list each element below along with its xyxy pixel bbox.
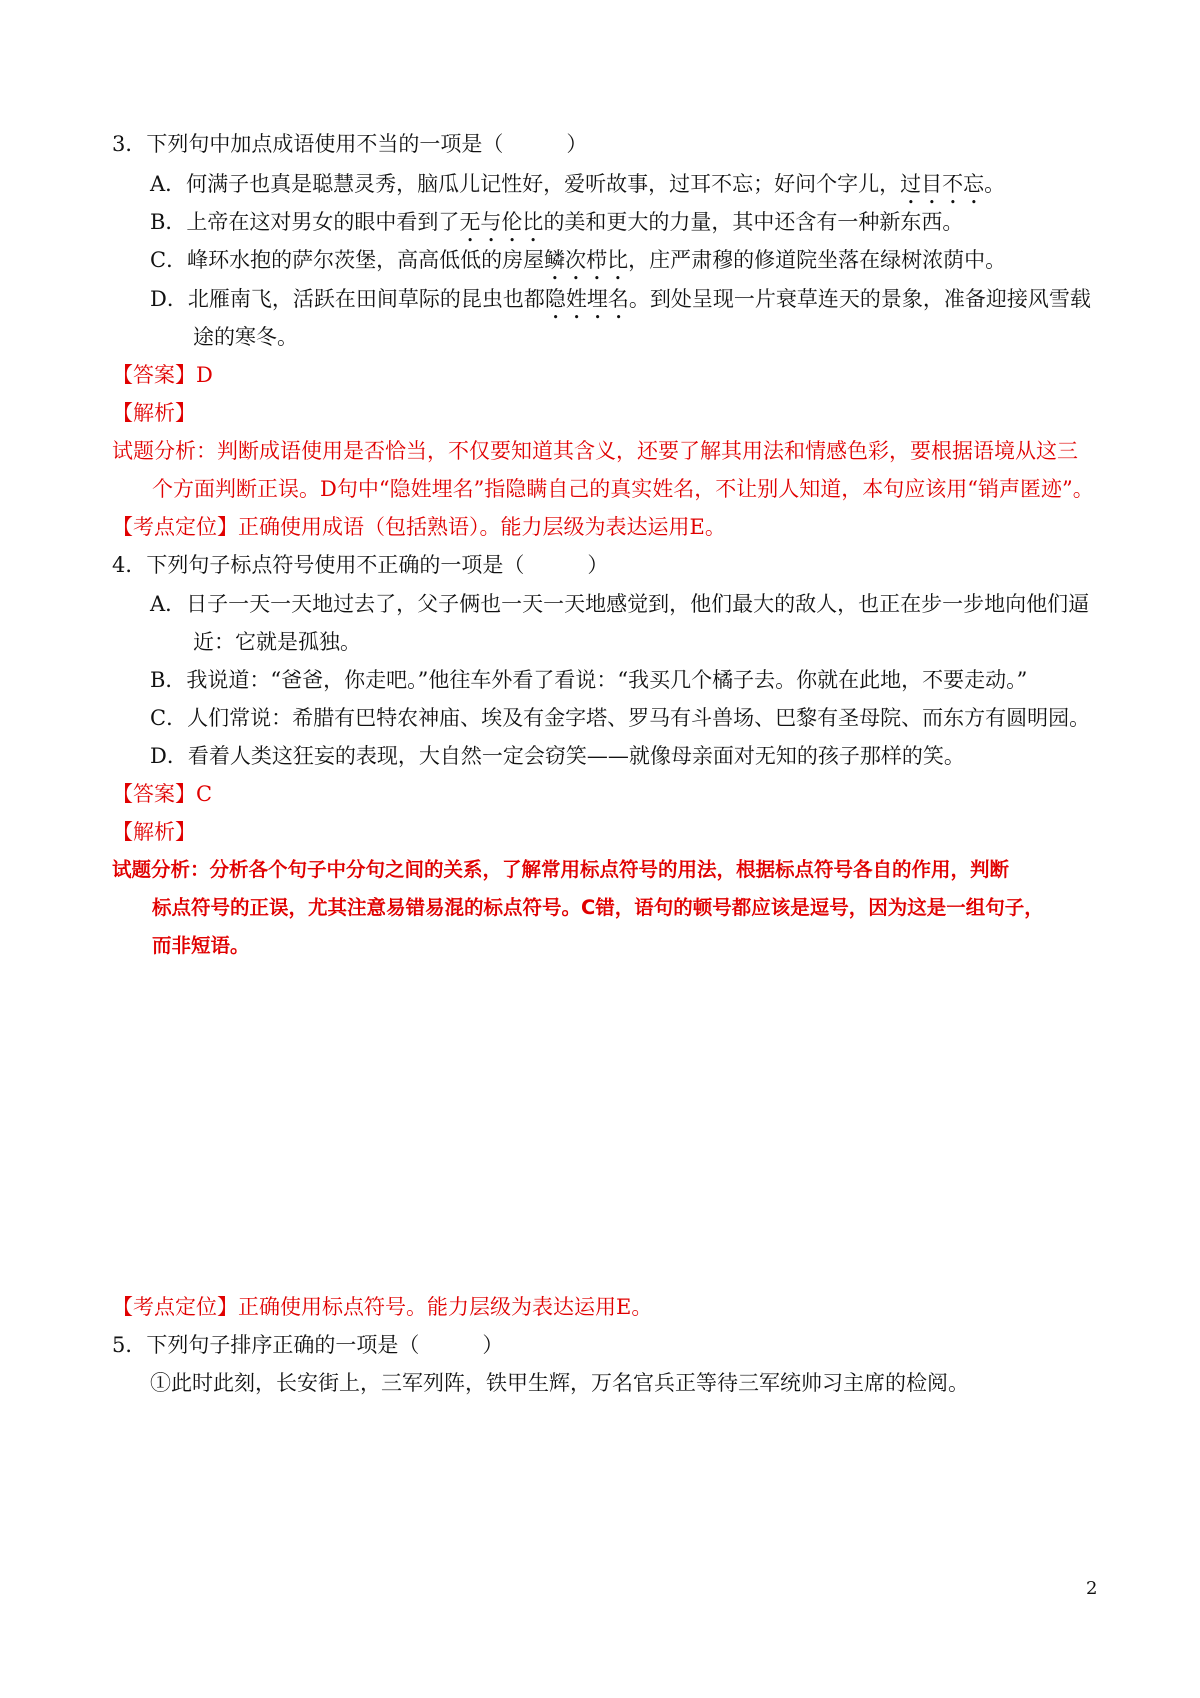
option-text: 。到处呈现一片衰草连天的景象，准备迎接风雪载 — [628, 287, 1091, 311]
question-3-option-b — [150, 208, 963, 247]
kaodian-text: 正确使用标点符号。能力层级为表达运用E。 — [238, 1295, 653, 1319]
answer-value: C — [196, 782, 213, 806]
question-4-answer — [112, 780, 212, 808]
option-text: A．何满子也真是聪慧灵秀，脑瓜儿记性好，爱听故事，过耳不忘；好问个字儿， — [150, 172, 901, 196]
question-4-option-d: D．看着人类这狂妄的表现，大自然一定会窃笑——就像母亲面对无知的孩子那样的笑。 — [150, 744, 965, 768]
dotted-idiom: 鳞次栉比 — [544, 248, 629, 272]
option-text: 。 — [984, 172, 1006, 196]
question-4-analysis-line-3: 而非短语。 — [152, 934, 250, 957]
question-3-analysis-line-2: 个方面判断正误。D句中“隐姓埋名”指隐瞒自己的真实姓名，不让别人知道，本句应该用“销声匿迹”。 — [152, 477, 1094, 501]
question-4-option-c: C．人们常说：希腊有巴特农神庙、埃及有金字塔、罗马有斗兽场、巴黎有圣母院、而东方有圆明园。 — [150, 706, 1091, 730]
dotted-idiom: 过目不忘 — [900, 172, 985, 196]
dotted-idiom: 无与伦比 — [459, 210, 544, 234]
kaodian-text: 正确使用成语（包括熟语）。能力层级为表达运用E。 — [238, 515, 726, 539]
page-number: 2 — [1086, 1578, 1098, 1599]
kaodian-tag: 【考点定位】 — [112, 1295, 238, 1319]
question-3-option-c — [150, 246, 1006, 285]
question-4-option-a-continued: 近：它就是孤独。 — [193, 630, 361, 654]
option-text: D．北雁南飞，活跃在田间草际的昆虫也都 — [150, 287, 545, 311]
dotted-idiom: 隐姓埋名 — [544, 287, 629, 311]
kaodian-tag: 【考点定位】 — [112, 515, 238, 539]
question-4-stem: 4．下列句子标点符号使用不正确的一项是（ ） — [112, 553, 609, 577]
question-4-analysis-tag: 【解析】 — [112, 820, 196, 844]
question-4-analysis-line-1: 试题分析：分析各个句子中分句之间的关系，了解常用标点符号的用法，根据标点符号各自的作用，判断 — [112, 858, 1010, 881]
answer-value: D — [196, 363, 213, 387]
question-3-analysis-tag: 【解析】 — [112, 401, 196, 425]
question-4-option-a: A．日子一天一天地过去了，父子俩也一天一天地感觉到，他们最大的敌人，也正在步一步地向他们逼 — [150, 592, 1090, 616]
question-5-item-1: ①此时此刻，长安街上，三军列阵，铁甲生辉，万名官兵正等待三军统帅习主席的检阅。 — [150, 1371, 969, 1395]
question-3-option-a — [150, 170, 1005, 209]
question-3-answer — [112, 361, 213, 389]
question-4-analysis-line-2: 标点符号的正误，尤其注意易错易混的标点符号。C错，语句的顿号都应该是逗号，因为这是一组句子， — [152, 896, 1044, 919]
question-3-kaodian — [112, 513, 726, 541]
question-3-option-d-continued: 途的寒冬。 — [193, 325, 298, 349]
question-5-stem: 5．下列句子排序正确的一项是（ ） — [112, 1333, 504, 1357]
question-3-option-d — [150, 285, 1091, 324]
answer-tag: 【答案】 — [112, 782, 196, 806]
answer-tag: 【答案】 — [112, 363, 196, 387]
question-4-option-b: B．我说道：“爸爸，你走吧。”他往车外看了看说：“我买几个橘子去。你就在此地，不要走动。” — [150, 668, 1028, 692]
option-text: ，庄严肃穆的修道院坐落在绿树浓荫中。 — [628, 248, 1007, 272]
option-text: 的美和更大的力量，其中还含有一种新东西。 — [543, 210, 964, 234]
option-text: B．上帝在这对男女的眼中看到了 — [150, 210, 460, 234]
question-3-analysis-line-1: 试题分析：判断成语使用是否恰当，不仅要知道其含义，还要了解其用法和情感色彩，要根据语境从这三 — [112, 439, 1078, 463]
option-text: C．峰环水抱的萨尔茨堡，高高低低的房屋 — [150, 248, 545, 272]
question-4-kaodian — [112, 1293, 652, 1321]
question-3-stem: 3．下列句中加点成语使用不当的一项是（ ） — [112, 132, 588, 156]
